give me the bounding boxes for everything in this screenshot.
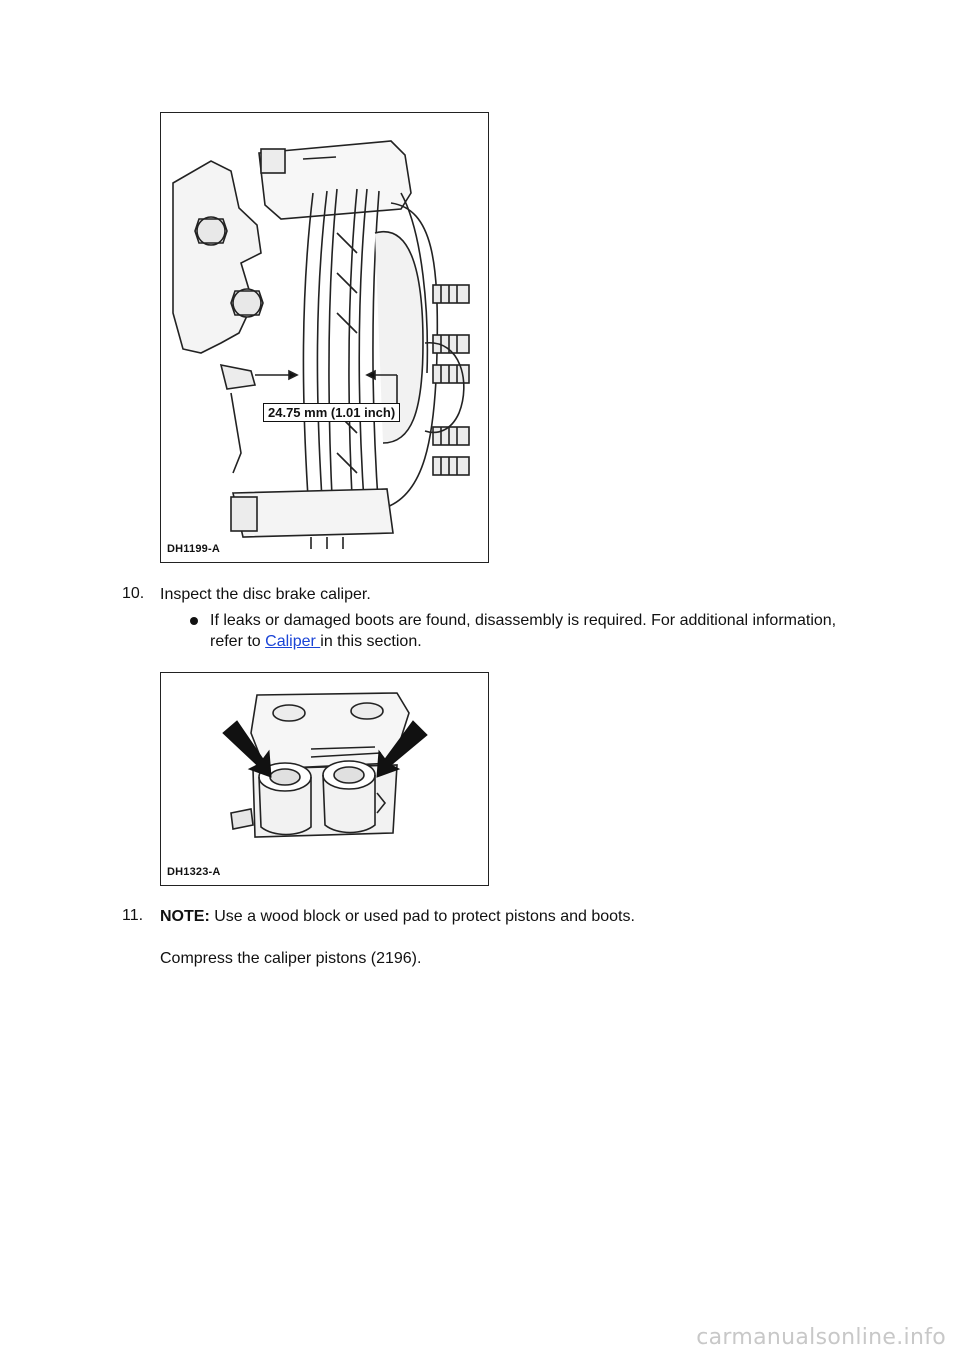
step-11-text: Compress the caliper pistons (2196).: [160, 950, 422, 967]
bullet-line2-suffix: in this section.: [320, 633, 422, 650]
figure-label-dh1199a: DH1199-A: [167, 543, 220, 555]
figure-label-dh1323a: DH1323-A: [167, 866, 221, 878]
bullet-line2-prefix: refer to: [210, 633, 266, 650]
figure-caliper-pistons: [160, 672, 489, 886]
step-11-note: [160, 907, 635, 927]
step-10-number: 10.: [122, 585, 145, 602]
disc-thickness-illustration: [161, 113, 488, 562]
note-text: Use a wood block or used pad to protect pistons and boots.: [209, 908, 635, 925]
step-10-bullet-line2: [210, 632, 422, 652]
caliper-pistons-illustration: [161, 673, 488, 885]
watermark: carmanualsonline.info: [696, 1325, 946, 1350]
note-label: NOTE:: [160, 908, 210, 925]
step-10-bullet-line1: If leaks or damaged boots are found, disassembly is required. For additional information,: [210, 612, 837, 629]
caliper-link[interactable]: Caliper: [265, 633, 321, 650]
bullet-icon: [190, 617, 198, 625]
measurement-callout: 24.75 mm (1.01 inch): [263, 403, 400, 422]
figure-disc-thickness: [160, 112, 489, 563]
step-11-number: 11.: [122, 907, 144, 924]
step-10-text: Inspect the disc brake caliper.: [160, 586, 371, 603]
